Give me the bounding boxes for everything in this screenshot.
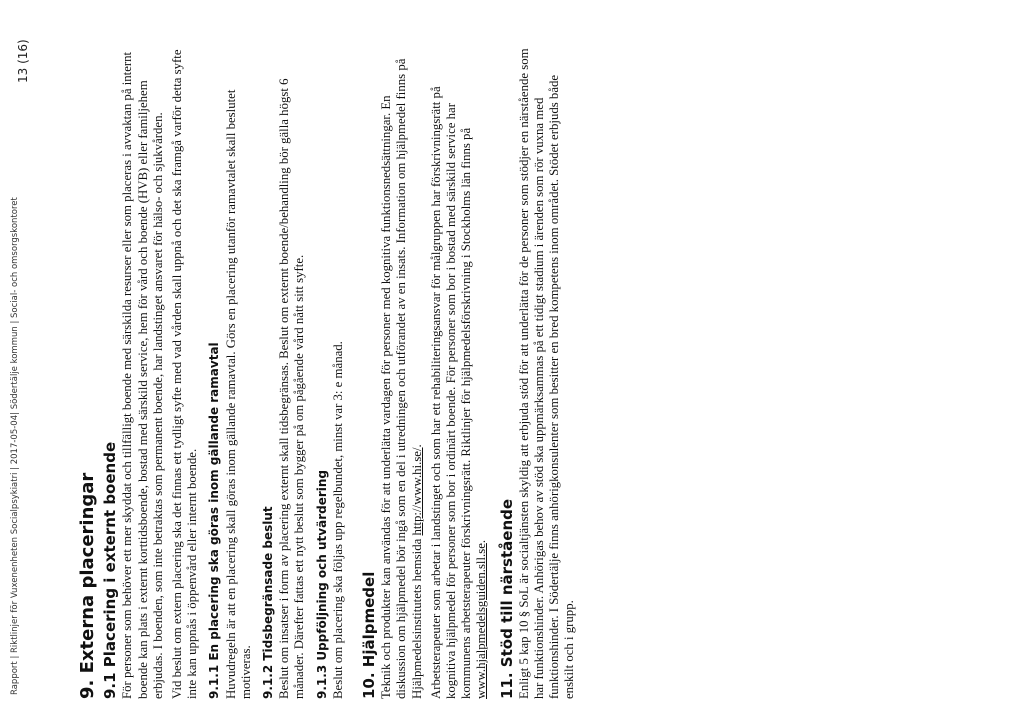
section-9-1-2-heading: 9.1.2 Tidsbegränsade beslut bbox=[261, 506, 276, 699]
hi-link[interactable]: http://www.hi.se/ bbox=[409, 447, 424, 536]
section-9-1-paragraph-1: För personer som behöver ett mer skyddat och tillfälligt boende med särskilda resurser eller som placeras i avvaktan på internt boende kan plats i externt korttidsboende, bostad med särskild service, hem för vård och boende (HVB) eller familjehem erbjudas. I boenden, som inte betraktas som permanent boende, har landstinget ansvaret för hälso- och sjukvården. bbox=[120, 51, 165, 699]
section-11-paragraph: Enligt 5 kap 10 § SoL är socialtjänsten skyldig att erbjuda stöd för att underlätta för de personer som stödjer en närstående som har funktionshinder. Anhörigas behov av stöd ska uppmärksammas på ett tidigt stadium i ärenden som rör vuxna med funktionshinder. I Södertälje finns anhörigkonsulenter som besitter en bred kompetens inom området. Stödet erbjuds både enskilt och i grupp. bbox=[516, 48, 577, 699]
section-9-1-1-paragraph: Huvudregeln är att en placering skall göras inom gällande ramavtal. Görs en placering utanför ramavtalet skall beslutet motiveras. bbox=[223, 89, 253, 699]
section-11-heading: 11. Stöd till närstående bbox=[497, 498, 516, 699]
section-10-heading: 10. Hjälpmedel bbox=[360, 571, 379, 699]
hi-link-suffix: . bbox=[409, 444, 424, 448]
section-9-1-heading: 9.1 Placering i externt boende bbox=[101, 441, 120, 699]
hjalpmedelsguiden-link-suffix: . bbox=[474, 539, 489, 544]
hjalpmedelsguiden-link[interactable]: www.hjalpmedelsguiden.sll.se bbox=[474, 543, 489, 699]
section-9-1-3-paragraph: Beslut om placering ska följas upp regelbundet, minst var 3: e månad. bbox=[330, 341, 345, 699]
section-10-text-1: Teknik och produkter kan användas för att underlätta vardagen för personer med kognitiva funktionsnedsättningar. En diskussion om hjälpmedel bör ingå som en del i utredningen och utförandet av en insats. Information om hjälpmedel finns på Hjälpmedelsinstitutets hemsida bbox=[379, 58, 424, 699]
page-number: 13 (16) bbox=[16, 39, 30, 83]
section-10-text-2: Arbetsterapeuter som arbetar i landstinget och som har ett rehabiliteringsansvar för målgruppen har förskrivningsrätt på kognitiva hjälpmedel för personer som bor i ordinärt boende. För personer som bor i bostad med särskild service har kommunens arbetsterapeuter förskrivningsrätt. Riktlinjer för hjälpmedelsförskrivning i Stockholms län finns på bbox=[428, 86, 474, 699]
section-9-1-3-heading: 9.1.3 Uppföljning och utvärdering bbox=[314, 469, 329, 699]
running-header: Rapport | Riktlinjer för Vuxenenheten Socialpsykiatri | 2017-05-04| Södertälje kommun | Social- och omsorgskontoret bbox=[10, 197, 20, 695]
section-9-1-paragraph-2: Vid beslut om extern placering ska det finnas ett tydligt syfte med vad vården skall uppnå och det ska framgå varför detta syfte inte kan uppnås i öppenvård eller internt boende. bbox=[170, 49, 200, 699]
section-9-1-2-paragraph: Beslut om insatser i form av placering externt skall tidsbegränsas. Beslut om externt boende/behandling bör gälla högst 6 månader. Därefter fattas ett nytt beslut som bygger på om pågående vård nått sitt syfte. bbox=[277, 78, 307, 699]
document-body bbox=[77, 39, 582, 699]
section-9-1-1-heading: 9.1.1 En placering ska göras inom gällande ramavtal bbox=[207, 342, 222, 699]
section-10-paragraph-2 bbox=[429, 39, 490, 699]
section-9-heading: 9. Externa placeringar bbox=[77, 472, 98, 699]
section-10-paragraph-1 bbox=[379, 39, 425, 699]
